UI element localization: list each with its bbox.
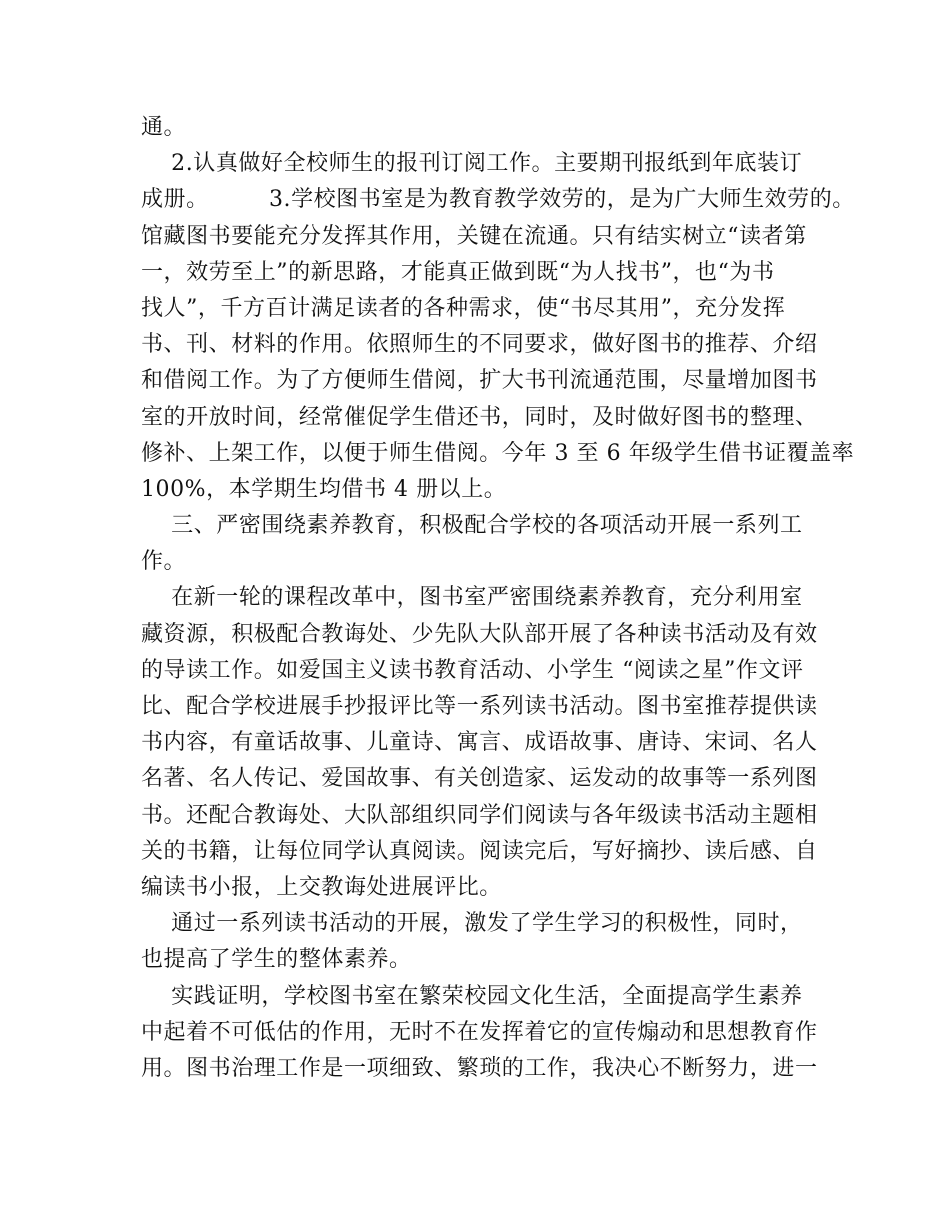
text-line: 实践证明，学校图书室在繁荣校园文化生活，全面提高学生素养 [141, 983, 803, 1009]
text-line: 在新一轮的课程改革中，图书室严密围绕素养教育，充分利用室 [141, 585, 803, 611]
text-line: 成册。 3.学校图书室是为教育教学效劳的，是为广大师生效劳的。 [141, 187, 855, 213]
text-line: 中起着不可低估的作用，无时不在发挥着它的宣传煽动和思想教育作 [141, 1019, 818, 1045]
text-line: 一，效劳至上”的新思路，才能真正做到既“为人找书”，也“为书 [141, 259, 775, 285]
text-line: 100%，本学期生均借书 4 册以上。 [141, 476, 507, 502]
text-line: 通过一系列读书活动的开展，激发了学生学习的积极性，同时， [141, 911, 803, 937]
text-line: 和借阅工作。为了方便师生借阅，扩大书刊流通范围，尽量增加图书 [141, 368, 818, 394]
text-line: 关的书籍，让每位同学认真阅读。阅读完后，写好摘抄、读后感、自 [141, 838, 818, 864]
text-line: 也提高了学生的整体素养。 [141, 947, 412, 973]
text-line: 室的开放时间，经常催促学生借还书，同时，及时做好图书的整理、 [141, 404, 818, 430]
text-line: 书、刊、材料的作用。依照师生的不同要求，做好图书的推荐、介绍 [141, 332, 818, 358]
text-line: 作。 [141, 549, 187, 575]
text-line: 2.认真做好全校师生的报刊订阅工作。主要期刊报纸到年底装订 [141, 151, 803, 177]
text-line: 三、严密围绕素养教育，积极配合学校的各项活动开展一系列工 [141, 513, 803, 539]
text-line: 藏资源，积极配合教诲处、少先队大队部开展了各种读书活动及有效 [141, 621, 818, 647]
text-line: 通。 [141, 115, 187, 140]
text-line: 馆藏图书要能充分发挥其作用，关键在流通。只有结实树立“读者第 [141, 223, 807, 249]
text-line: 编读书小报，上交教诲处进展评比。 [141, 874, 502, 900]
text-line: 名著、名人传记、爱国故事、有关创造家、运发动的故事等一系列图 [141, 766, 818, 792]
body-text [141, 110, 855, 1087]
text-line: 修补、上架工作，以便于师生借阅。今年 3 至 6 年级学生借书证覆盖率 [141, 440, 855, 466]
text-line: 书内容，有童话故事、儿童诗、寓言、成语故事、唐诗、宋词、名人 [141, 730, 818, 756]
text-line: 用。图书治理工作是一项细致、繁琐的工作，我决心不断努力，进一 [141, 1055, 818, 1081]
text-line: 的导读工作。如爱国主义读书教育活动、小学生 “阅读之星”作文评 [141, 657, 804, 683]
text-line: 找人”，千方百计满足读者的各种需求，使“书尽其用”，充分发挥 [141, 295, 786, 321]
text-line: 书。还配合教诲处、大队部组织同学们阅读与各年级读书活动主题相 [141, 802, 818, 828]
text-line: 比、配合学校进展手抄报评比等一系列读书活动。图书室推荐提供读 [141, 694, 818, 719]
